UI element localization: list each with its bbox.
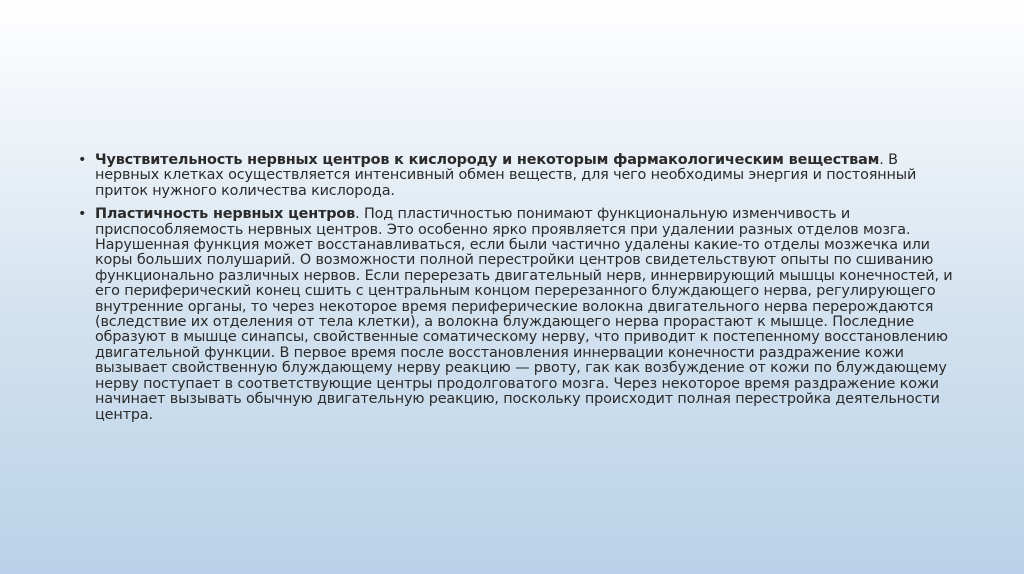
bullet-text: . В нервных клетках осуществляется интенсивный обмен веществ, для чего необходимы энергия и постоянный приток нужного количества кислорода. <box>95 152 917 199</box>
bullet-item-oxygen-sensitivity <box>78 153 958 199</box>
bullet-term: Пластичность нервных центров <box>95 206 356 223</box>
slide-content <box>78 153 958 423</box>
bullet-dot-icon: • <box>78 206 87 223</box>
bullet-dot-icon: • <box>78 152 87 168</box>
bullet-item-plasticity <box>78 207 958 423</box>
bullet-term: Чувствительность нервных центров к кислороду и некоторым фармакологическим веществам <box>95 152 880 168</box>
bullet-text: . Под пластичностью понимают функциональную изменчивость и приспособляемость нервных центров. Это особенно ярко проявляется при удалении разных отделов мозга. Нарушенная функция может восстанавливаться, если были частично удалены какие-то отделы мозжечка или коры больших полушарий. О возможности полной перестройки центров свидетельствуют опыты по сшиванию функционально различных нервов. Если перерезать двигательный нерв, иннервирующий мышцы конечностей, и его периферический конец сшить с центральным концом перерезанного блуждающего нерва, регулирующего внутренние органы, то через некоторое время периферические волокна двигательного нерва перерождаются (вследствие их отделения от тела клетки), а волокна блуждающего нерва прорастают к мышце. Последние образуют в мышце синапсы, свойственные соматическому нерву, что приводит к постепенному восстановлению двигательной функции. В первое время после восстановления иннервации конечности раздражение кожи вызывает свойственную блуждающему нерву реакцию — рвоту, гак как возбуждение от кожи по блуждающему нерву поступает в соответствующие центры продолговатого мозга. Через некоторое время раздражение кожи начинает вызывать обычную двигательную реакцию, поскольку происходит полная перестройка деятельности центра. <box>95 206 953 423</box>
bullet-list <box>78 153 958 423</box>
